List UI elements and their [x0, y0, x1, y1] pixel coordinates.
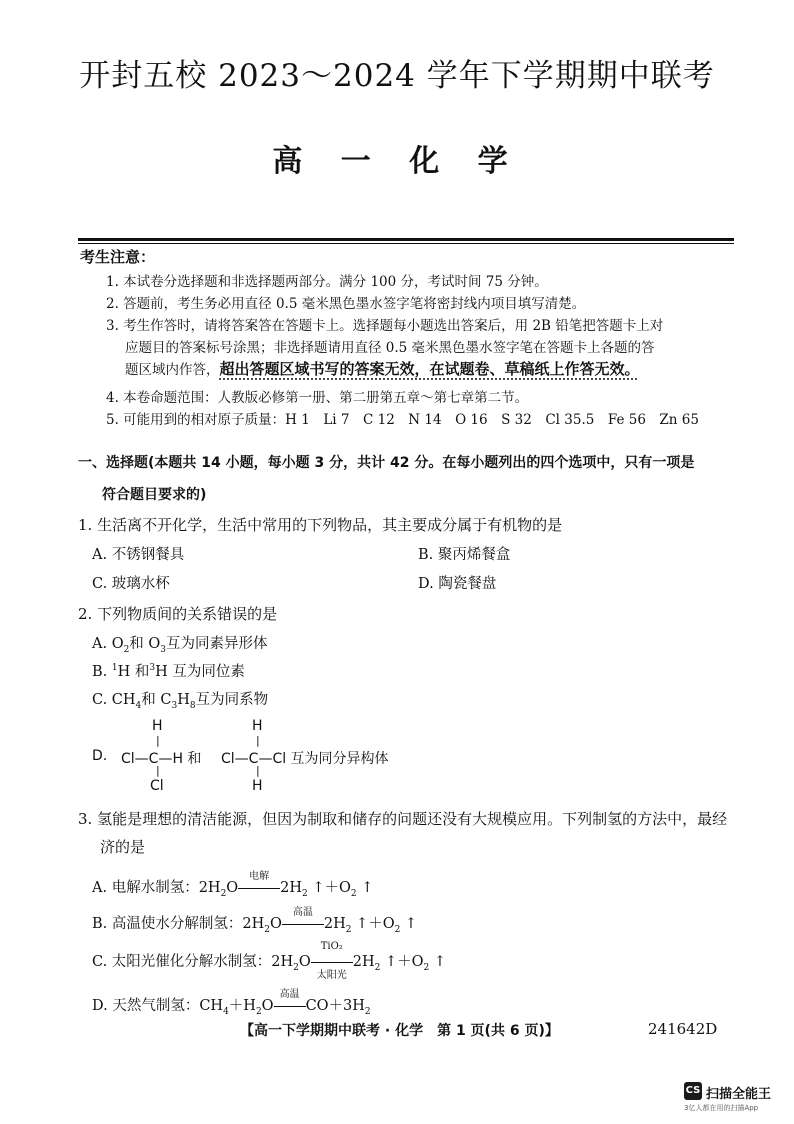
q1-option-d: D. 陶瓷餐盘: [418, 576, 497, 592]
notice-item: 4. 本卷命题范围：人教版必修第一册、第二册第五章～第七章第二节。: [106, 390, 529, 406]
structure-1-top-h: H: [152, 718, 163, 734]
notice-title: 考生注意：: [80, 248, 156, 266]
section-heading-cont: 符合题目要求的): [102, 487, 207, 503]
q1-option-c: C. 玻璃水杯: [92, 576, 170, 592]
camscanner-name: 扫描全能王: [706, 1087, 772, 1102]
notice-item-cont-text: 题区域内作答，: [125, 362, 220, 378]
notice-item: 1. 本试卷分选择题和非选择题两部分。满分 100 分，考试时间 75 分钟。: [106, 274, 548, 290]
structure-2-row: Cl—C—Cl 互为同分异构体: [221, 751, 389, 767]
subject-title: 高 一 化 学: [272, 144, 522, 179]
notice-emphasis: 超出答题区域书写的答案无效，在试题卷、草稿纸上作答无效。: [219, 360, 640, 378]
structure-2-bottom-h: H: [252, 778, 263, 794]
question-1-stem: 1. 生活离不开化学，生活中常用的下列物品，其主要成分属于有机物的是: [78, 516, 563, 534]
exam-title: 开封五校 2023～2024 学年下学期期中联考: [79, 58, 715, 94]
q2-option-b: B. $^1$H 和$^3$H 互为同位素: [92, 663, 245, 680]
q3-option-d: D. 天然气制氢：$CH_4+H_2O$ 高温 $CO+3H_2$: [92, 989, 371, 1017]
notice-item: 2. 答题前，考生务必用直径 0.5 毫米黑色墨水签字笔将密封线内项目填写清楚。: [106, 296, 586, 312]
structure-1-row: Cl—C—H 和: [121, 751, 202, 767]
structure-1-bottom-cl: Cl: [150, 778, 164, 794]
q1-option-b: B. 聚丙烯餐盒: [418, 547, 511, 563]
page-footer: 【高一下学期期中联考 · 化学 第 1 页(共 6 页)】: [240, 1023, 559, 1039]
notice-item-cont: 应题目的答案标号涂黑；非选择题请用直径 0.5 毫米黑色墨水签字笔在答题卡上各题的答: [125, 340, 655, 356]
structure-2-top-h: H: [252, 718, 263, 734]
notice-item: 3. 考生作答时，请将答案答在答题卡上。选择题每小题选出答案后，用 2B 铅笔把答题卡上对: [106, 318, 664, 334]
q3-option-b: B. 高温使水分解制氢：$2H_2O$ 高温 $2H_2$ $↑+O_2$ ↑: [92, 907, 418, 935]
camscanner-tagline: 3亿人都在用的扫描App: [684, 1104, 759, 1112]
question-3-stem: 3. 氢能是理想的清洁能源，但因为制取和储存的问题还没有大规模应用。下列制氢的方法中，最经: [78, 810, 728, 828]
camscanner-logo: CS: [684, 1082, 702, 1100]
q1-option-a: A. 不锈钢餐具: [92, 547, 185, 563]
paper-code: 241642D: [648, 1020, 718, 1038]
question-2-stem: 2. 下列物质间的关系错误的是: [78, 605, 278, 623]
header-rule-thick: [78, 238, 734, 241]
notice-item-cont: [125, 358, 640, 379]
header-rule-thin: [78, 243, 734, 244]
question-3-stem-cont: 济的是: [100, 838, 146, 856]
q3-option-a: A. 电解水制氢：$2H_2O$ 电解 $2H_2$ $↑+O_2$ ↑: [92, 871, 374, 899]
q2-option-c: C. $CH_4$和 $C_3H_8$互为同系物: [92, 692, 269, 711]
notice-item: 5. 可能用到的相对原子质量：H 1 Li 7 C 12 N 14 O 16 S 32 Cl 35.5 Fe 56 Zn 65: [106, 412, 699, 428]
q2-option-a: A. $O_2$和 $O_3$互为同素异形体: [92, 636, 268, 655]
q3-option-c: C. 太阳光催化分解水制氢：$2H_2O$ $\frac{\text{TiO₂}}{\text{太阳光}}$ $2H_2$ $↑+O_2$ ↑: [92, 941, 447, 981]
section-heading: 一、选择题(本题共 14 小题，每小题 3 分，共计 42 分。在每小题列出的四个选项中，只有一项是: [78, 455, 695, 471]
q2-option-d-label: D.: [92, 748, 108, 764]
